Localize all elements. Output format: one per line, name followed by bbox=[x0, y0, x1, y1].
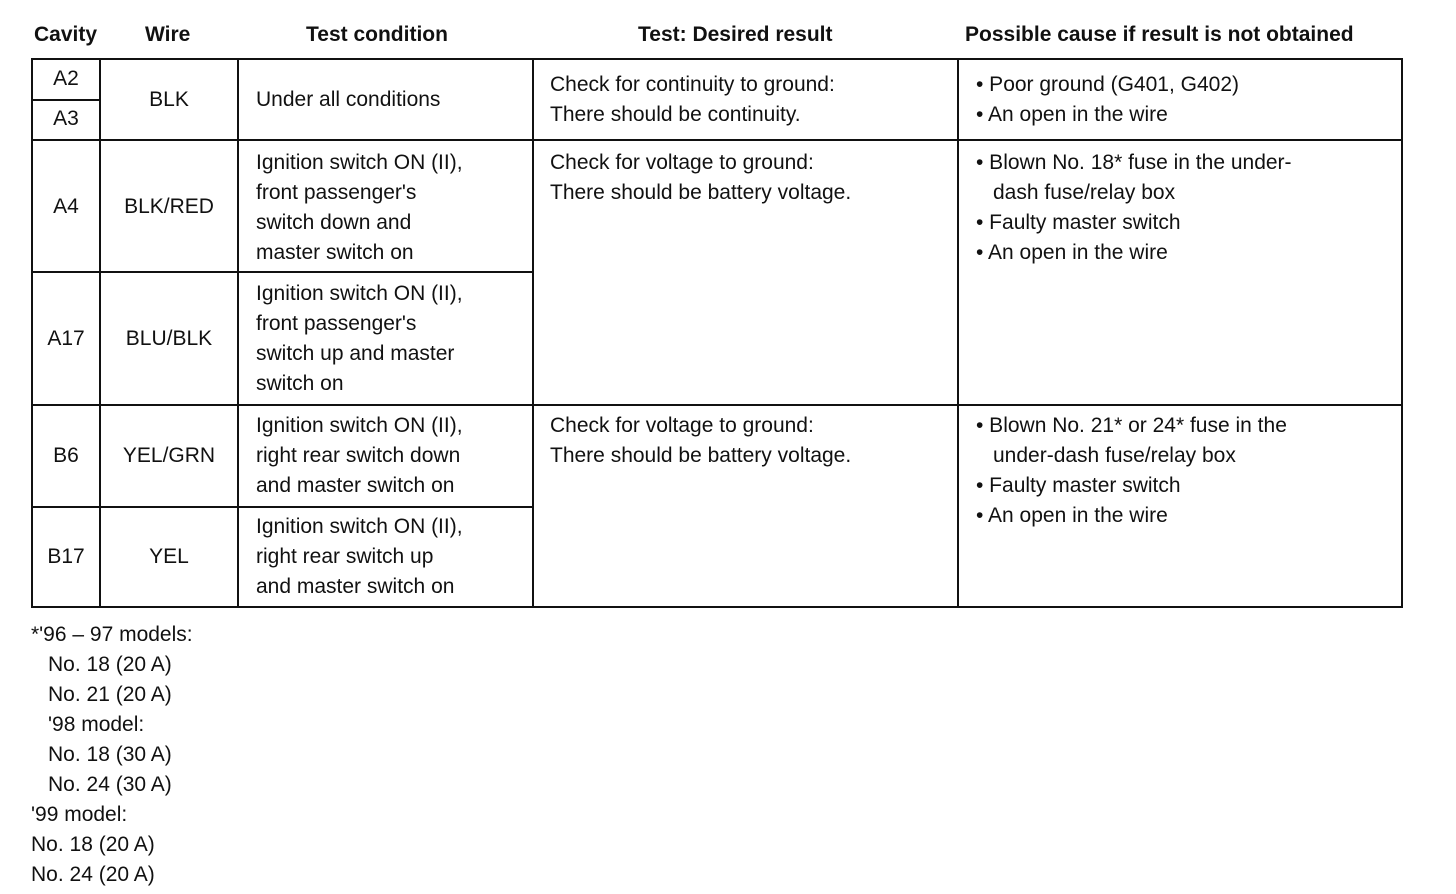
cause-r4-line1: • Blown No. 21* or 24* fuse in the bbox=[976, 414, 1287, 437]
cavity-b6: B6 bbox=[53, 444, 79, 467]
divider-a2-a3 bbox=[33, 99, 99, 101]
result-r2-line2: There should be battery voltage. bbox=[550, 181, 852, 204]
header-cavity: Cavity bbox=[34, 23, 98, 46]
footnote-line8: No. 18 (20 A) bbox=[31, 833, 155, 856]
result-r2-line1: Check for voltage to ground: bbox=[550, 151, 814, 174]
header-possible-cause: Possible cause if result is not obtained bbox=[965, 23, 1354, 46]
condition-r5-line1: Ignition switch ON (II), bbox=[256, 515, 463, 538]
result-r4-line2: There should be battery voltage. bbox=[550, 444, 852, 467]
condition-r2-line1: Ignition switch ON (II), bbox=[256, 151, 463, 174]
cause-r4-line4: • An open in the wire bbox=[976, 504, 1168, 527]
result-r1 bbox=[550, 70, 835, 130]
cause-r2-line2: dash fuse/relay box bbox=[993, 181, 1176, 204]
cause-r2-line1: • Blown No. 18* fuse in the under- bbox=[976, 151, 1292, 174]
condition-r2-line3: switch down and bbox=[256, 211, 412, 234]
cause-r1-line1: • Poor ground (G401, G402) bbox=[976, 73, 1240, 96]
header-test-condition: Test condition bbox=[306, 23, 448, 46]
divider-row1-row2 bbox=[33, 139, 1401, 141]
cavity-a2: A2 bbox=[53, 67, 79, 90]
condition-r5-line2: right rear switch up bbox=[256, 545, 434, 568]
result-r4-line1: Check for voltage to ground: bbox=[550, 414, 814, 437]
header-wire: Wire bbox=[145, 23, 191, 46]
footnote-line3: No. 21 (20 A) bbox=[48, 683, 172, 706]
cause-r2-line3: • Faulty master switch bbox=[976, 211, 1181, 234]
cavity-b17: B17 bbox=[47, 545, 85, 568]
cause-r4-line2: under-dash fuse/relay box bbox=[993, 444, 1236, 467]
result-r2 bbox=[550, 148, 851, 208]
header-desired-result: Test: Desired result bbox=[638, 23, 833, 46]
condition-r2-line2: front passenger's bbox=[256, 181, 417, 204]
condition-r4-line1: Ignition switch ON (II), bbox=[256, 414, 463, 437]
cavity-a4: A4 bbox=[53, 195, 79, 218]
condition-r2 bbox=[256, 148, 463, 268]
wire-blk: BLK bbox=[149, 88, 189, 111]
fuse-rating-footnote bbox=[31, 620, 193, 890]
wire-yel-grn: YEL/GRN bbox=[122, 444, 216, 467]
condition-r4 bbox=[256, 411, 463, 501]
footnote-line2: No. 18 (20 A) bbox=[48, 653, 172, 676]
cause-r4 bbox=[976, 411, 1287, 531]
result-r1-line2: There should be continuity. bbox=[550, 103, 801, 126]
condition-r4-line3: and master switch on bbox=[256, 474, 455, 497]
footnote-line1: *'96 – 97 models: bbox=[31, 623, 193, 646]
result-r4 bbox=[550, 411, 851, 471]
condition-r3 bbox=[256, 279, 463, 399]
divider-row3-row4 bbox=[33, 404, 1401, 406]
footnote-line6: No. 24 (30 A) bbox=[48, 773, 172, 796]
wire-blk-red: BLK/RED bbox=[124, 195, 214, 218]
cause-r2 bbox=[976, 148, 1292, 268]
wire-blu-blk: BLU/BLK bbox=[125, 327, 213, 350]
footnote-line7: '99 model: bbox=[31, 803, 128, 826]
footnote-line4: '98 model: bbox=[48, 713, 145, 736]
condition-r1: Under all conditions bbox=[256, 88, 441, 111]
cause-r1 bbox=[976, 70, 1239, 130]
cause-r1-line2: • An open in the wire bbox=[976, 103, 1168, 126]
cavity-a3: A3 bbox=[53, 107, 79, 130]
condition-r5 bbox=[256, 512, 463, 602]
footnote-line5: No. 18 (30 A) bbox=[48, 743, 172, 766]
condition-r5-line3: and master switch on bbox=[256, 575, 455, 598]
wire-yel: YEL bbox=[149, 545, 189, 568]
cavity-a17: A17 bbox=[47, 327, 85, 350]
condition-r3-line1: Ignition switch ON (II), bbox=[256, 282, 463, 305]
cause-r2-line4: • An open in the wire bbox=[976, 241, 1168, 264]
condition-r2-line4: master switch on bbox=[256, 241, 414, 264]
cause-r4-line3: • Faulty master switch bbox=[976, 474, 1181, 497]
divider-row4-row5 bbox=[33, 506, 532, 508]
condition-r3-line4: switch on bbox=[256, 372, 344, 395]
condition-r3-line2: front passenger's bbox=[256, 312, 417, 335]
condition-r4-line2: right rear switch down bbox=[256, 444, 461, 467]
result-r1-line1: Check for continuity to ground: bbox=[550, 73, 835, 96]
condition-r3-line3: switch up and master bbox=[256, 342, 455, 365]
divider-row2-row3 bbox=[33, 271, 532, 273]
footnote-line9: No. 24 (20 A) bbox=[31, 863, 155, 886]
